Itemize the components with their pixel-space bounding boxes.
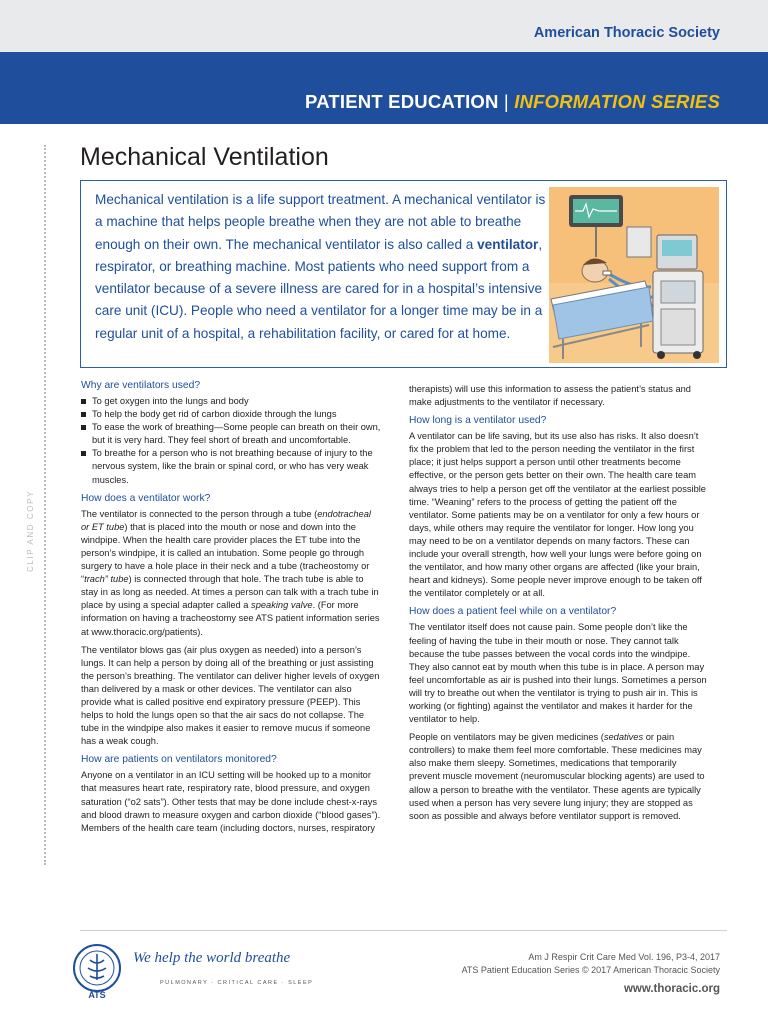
bullet-square-icon	[81, 399, 86, 404]
heading-patient-feel: How does a patient feel while on a ventilator?	[409, 606, 617, 618]
bullet-square-icon	[81, 425, 86, 430]
footer-divider	[80, 930, 727, 931]
website-link[interactable]: www.thoracic.org	[623, 983, 720, 995]
text-run: People on ventilators may be given medicines (	[409, 732, 604, 743]
right-column	[409, 383, 709, 828]
list-item	[81, 395, 381, 408]
series-credit: ATS Patient Education Series © 2017 American Thoracic Society	[461, 965, 720, 975]
specialties-line: PULMONARY · CRITICAL CARE · SLEEP	[160, 980, 314, 986]
page-title: Mechanical Ventilation	[80, 143, 329, 171]
tagline: We help the world breathe	[133, 950, 291, 966]
how-long-paragraph: A ventilator can be life saving, but its use also has risks. It also doesn’t fix the problem that led to the person needing the ventilator in the first place; it just helps support a person until other treatments become effective, or the person gets better on their own. The health care team always tries to help a person get off the ventilator at the earliest possible time. “Weaning” refers to the process of getting the patient off the ventilator. Some patients may be on a ventilator for only a few hours or days, while others may require the ventilator for longer. How long you may need to be on a ventilator depends on many factors. These can include your overall strength, how well your lungs were before going on the ventilator, and how many other organs are affected (like your brain, heart and kidneys). Some people never improve enough to be taken off the ventilator completely or at all.	[409, 431, 706, 599]
monitoring-paragraph: Anyone on a ventilator in an ICU setting will be hooked up to a monitor that measures heart rate, respiratory rate, blood pressure, and oxygen saturation (“o2 sats”). Other tests that may be done include chest-x-rays and blood drawn to measure oxygen and carbon dioxide (“blood gases”). Members of the health care team (including doctors, nurses, respiratory	[81, 770, 381, 833]
journal-citation: Am J Respir Crit Care Med Vol. 196, P3-4, 2017	[528, 952, 720, 962]
series-part2: INFORMATION SERIES	[514, 91, 720, 112]
heading-monitoring: How are patients on ventilators monitored?	[81, 754, 277, 766]
text-run: or pain controllers) to make them feel more comfortable. These medicines may also make them sleepy. Sometimes, medications that temporarily prevent muscle movement (neuromuscular blocking agents) are used to allow a person to breathe with the ventilator. These agents are typically used when a person has very severe lung injury; they are stopped as soon as possible and always before ventilator support is removed.	[409, 732, 705, 821]
series-separator: |	[498, 91, 515, 112]
intro-text	[95, 189, 547, 345]
series-part1: PATIENT EDUCATION	[305, 91, 499, 112]
bullet-square-icon	[81, 451, 86, 456]
left-column	[81, 379, 381, 840]
text-run-italic: trach” tube	[84, 574, 129, 585]
list-item-text: To ease the work of breathing—Some people can breath on their own, but it is very hard. They feel short of breath and uncomfortable.	[92, 422, 381, 446]
heading-how-long: How long is a ventilator used?	[409, 415, 547, 427]
series-title	[305, 91, 720, 113]
intro-box	[80, 180, 727, 368]
intro-part2: , respirator, or breathing machine. Most patients who need support from a ventilator because of a severe illness are cared for in a hospital’s intensive care unit (ICU). People who need a ventilator for a longer time may be in a regular unit of a hospital, a rehabilitation facility, or cared for at home.	[95, 236, 543, 341]
clip-guide-dots	[44, 145, 50, 865]
logo-text: ATS	[88, 990, 106, 1000]
intro-part1: Mechanical ventilation is a life support treatment. A mechanical ventilator is a machine that helps people breathe when they are not able to breathe enough on their own. The mechanical ventilator is also called a	[95, 192, 546, 252]
how-works-paragraph-2: The ventilator blows gas (air plus oxygen as needed) into a person’s lungs. It can help a person by doing all of the breathing or just assisting the person’s breathing. The ventilator can deliver higher levels of oxygen than delivered by a mask or other devices. The ventilator can also provide what is called positive end expiratory pressure (PEEP). This helps to hold the lungs open so that the air sacs do not collapse. The tube in the windpipe also makes it easier to remove mucus if someone has a weak cough.	[81, 644, 380, 747]
text-run: The ventilator is connected to the person through a tube (	[81, 508, 318, 519]
intro-term: ventilator	[477, 236, 539, 252]
text-run: . (For more information on having a tracheostomy see ATS patient information series at www.thoracic.org/patients).	[81, 600, 380, 637]
text-run: ) is connected through that hole. The trach tube is able to stay in as long as needed. At times a person can talk with a trach tube in place by using a special adapter called a	[81, 574, 379, 611]
top-bar	[0, 0, 768, 52]
bullet-square-icon	[81, 412, 86, 417]
series-banner	[0, 52, 768, 124]
text-run-italic: sedatives	[603, 732, 644, 743]
patient-feel-paragraph-2	[409, 731, 709, 823]
ats-logo-icon	[68, 942, 126, 1000]
text-run-italic: speaking valve	[251, 600, 313, 611]
monitoring-continued-paragraph: therapists) will use this information to assess the patient’s status and make adjustments to the ventilator if necessary.	[409, 384, 691, 408]
list-item	[81, 421, 381, 447]
list-item-text: To help the body get rid of carbon dioxide through the lungs	[92, 409, 337, 420]
text-run: ) that is placed into the mouth or nose and down into the windpipe. When the health care provider places the ET tube into the person’s windpipe, it is called an intubation. Some people go through surgery to have a hole place in their neck and a tube (tracheostomy or “	[81, 521, 370, 585]
clip-and-copy-label: CLIP AND COPY	[26, 489, 35, 572]
list-item-text: To breathe for a person who is not breathing because of injury to the nervous system, like the brain or spinal cord, or who has very weak muscles.	[92, 448, 373, 485]
list-item-text: To get oxygen into the lungs and body	[92, 396, 249, 406]
text-run-italic: endotracheal or ET tube	[81, 508, 371, 532]
patient-on-ventilator-illustration	[549, 187, 719, 363]
why-ventilators-list	[81, 395, 381, 487]
how-works-paragraph-1	[81, 508, 381, 639]
organization-name: American Thoracic Society	[533, 25, 720, 41]
list-item	[81, 447, 381, 486]
patient-feel-paragraph-1: The ventilator itself does not cause pain. Some people don’t like the feeling of having the tube in their mouth or nose. They cannot talk because the tube passes between the vocal cords into the windpipe. They also cannot eat by mouth when this tube is in place. A person may feel uncomfortable as air is pushed into their lungs. Sometimes a person will try to breathe out when the ventilator is trying to push air in. This is working (or fighting) against the ventilator and makes it harder for the ventilator to help.	[409, 622, 707, 725]
heading-how-ventilator-works: How does a ventilator work?	[81, 492, 211, 504]
list-item	[81, 408, 381, 421]
heading-why-ventilators: Why are ventilators used?	[81, 380, 201, 391]
